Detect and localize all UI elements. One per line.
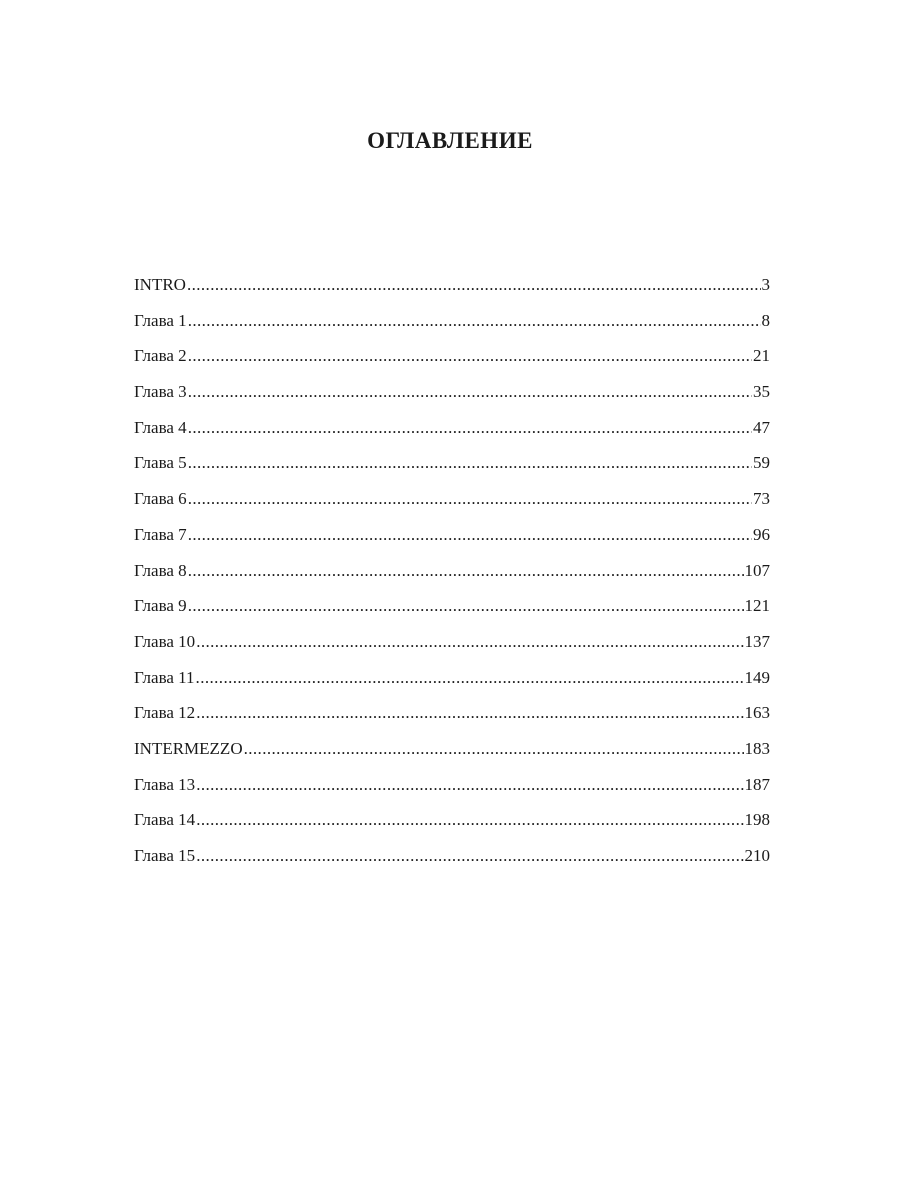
toc-entry-label: Глава 12 bbox=[134, 703, 196, 723]
toc-entry bbox=[134, 267, 770, 303]
toc-entry bbox=[134, 767, 770, 803]
toc-entry-label: INTERMEZZO bbox=[134, 738, 243, 758]
toc-entry-label: Глава 4 bbox=[134, 417, 187, 437]
toc-entry-label: Глава 9 bbox=[134, 596, 187, 616]
toc-entry bbox=[134, 553, 770, 589]
page-title: ОГЛАВЛЕНИЕ bbox=[367, 128, 533, 153]
toc-entry-label: Глава 1 bbox=[134, 310, 187, 330]
toc-entry-page: 198 bbox=[744, 810, 770, 830]
toc-entry-page: 210 bbox=[744, 846, 770, 865]
toc-dot-leader bbox=[188, 410, 752, 446]
toc-entry bbox=[134, 731, 770, 767]
toc-entry-label: Глава 13 bbox=[134, 774, 196, 794]
toc-entry-label: Глава 11 bbox=[134, 667, 195, 687]
toc-entry-label: Глава 14 bbox=[134, 810, 196, 830]
toc-entry-label: Глава 6 bbox=[134, 489, 187, 509]
toc-dot-leader bbox=[196, 624, 743, 660]
toc-entry-page: 183 bbox=[744, 738, 770, 758]
toc-dot-leader bbox=[244, 731, 744, 767]
table-of-contents bbox=[134, 267, 770, 874]
toc-dot-leader bbox=[188, 481, 752, 517]
toc-entry-page: 21 bbox=[753, 346, 770, 366]
toc-entry bbox=[134, 588, 770, 624]
toc-entry-label: Глава 7 bbox=[134, 524, 187, 544]
toc-dot-leader bbox=[188, 303, 761, 339]
toc-entry-page: 8 bbox=[761, 310, 770, 330]
toc-entry-page: 149 bbox=[744, 667, 770, 687]
toc-dot-leader bbox=[196, 838, 743, 874]
toc-entry-page: 163 bbox=[744, 703, 770, 723]
toc-dot-leader bbox=[196, 802, 743, 838]
toc-dot-leader bbox=[188, 338, 752, 374]
toc-dot-leader bbox=[196, 660, 744, 696]
toc-entry bbox=[134, 517, 770, 553]
toc-entry-label: Глава 5 bbox=[134, 453, 187, 473]
toc-entry-page: 3 bbox=[761, 275, 770, 294]
toc-entry-page: 47 bbox=[753, 417, 770, 437]
toc-dot-leader bbox=[187, 267, 761, 303]
toc-entry-page: 187 bbox=[744, 774, 770, 794]
toc-dot-leader bbox=[196, 695, 743, 731]
toc-dot-leader bbox=[188, 517, 752, 553]
toc-entry-label: Глава 10 bbox=[134, 631, 196, 651]
toc-entry bbox=[134, 481, 770, 517]
toc-entry-page: 73 bbox=[753, 489, 770, 509]
toc-entry-label: INTRO bbox=[134, 275, 186, 294]
toc-entry-page: 121 bbox=[744, 596, 770, 616]
toc-entry bbox=[134, 374, 770, 410]
toc-entry-label: Глава 3 bbox=[134, 382, 187, 402]
toc-dot-leader bbox=[188, 445, 752, 481]
toc-dot-leader bbox=[188, 588, 744, 624]
toc-dot-leader bbox=[188, 374, 752, 410]
toc-entry bbox=[134, 303, 770, 339]
toc-entry-label: Глава 8 bbox=[134, 560, 187, 580]
toc-entry bbox=[134, 338, 770, 374]
toc-entry bbox=[134, 695, 770, 731]
toc-entry bbox=[134, 838, 770, 874]
toc-entry-page: 35 bbox=[753, 382, 770, 402]
toc-entry-page: 107 bbox=[744, 560, 770, 580]
toc-entry bbox=[134, 660, 770, 696]
toc-entry bbox=[134, 410, 770, 446]
toc-entry bbox=[134, 445, 770, 481]
toc-entry-page: 137 bbox=[744, 631, 770, 651]
toc-entry-label: Глава 2 bbox=[134, 346, 187, 366]
toc-dot-leader bbox=[188, 553, 744, 589]
toc-entry-label: Глава 15 bbox=[134, 846, 196, 865]
toc-entry-page: 96 bbox=[753, 524, 770, 544]
toc-entry bbox=[134, 802, 770, 838]
toc-entry-page: 59 bbox=[753, 453, 770, 473]
toc-entry bbox=[134, 624, 770, 660]
toc-dot-leader bbox=[196, 767, 743, 803]
